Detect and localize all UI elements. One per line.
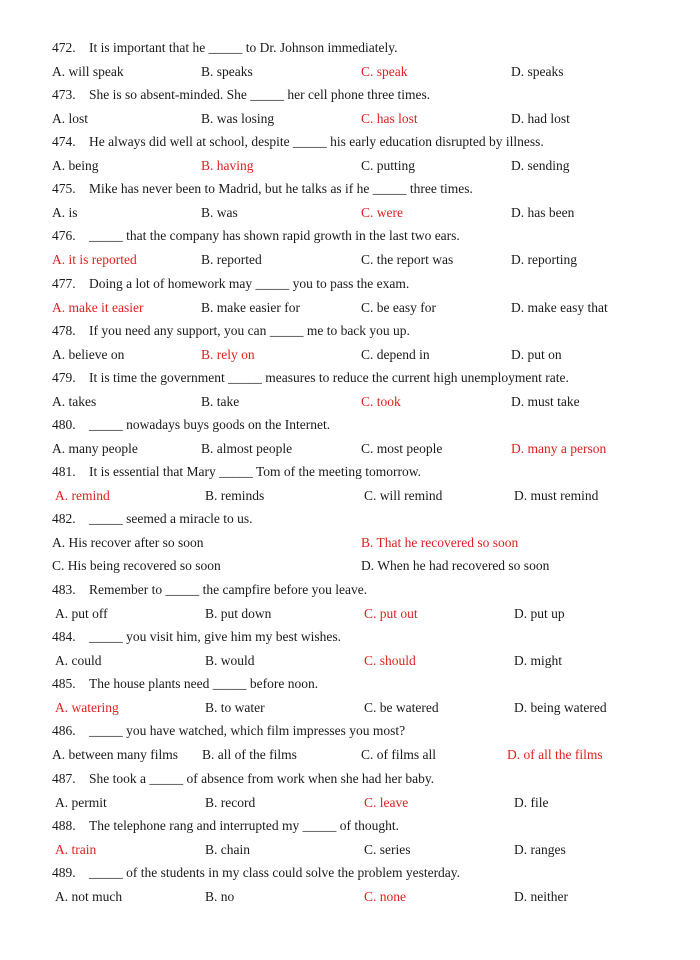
option-a: A. between many films xyxy=(52,747,178,762)
option-a: A. believe on xyxy=(52,347,125,362)
option-a: A. not much xyxy=(55,889,123,904)
question-stem xyxy=(52,322,672,340)
option-c: C. put out xyxy=(364,606,418,621)
option-d: D. must remind xyxy=(514,488,599,503)
option-c: C. series xyxy=(364,842,411,857)
option-d: D. of all the films xyxy=(507,747,603,762)
option-b: B. That he recovered so soon xyxy=(361,535,519,550)
question-stem xyxy=(52,227,672,245)
option-a: A. lost xyxy=(52,111,89,126)
question-text: It is essential that Mary _____ Tom of the meeting tomorrow. xyxy=(89,464,421,479)
question-number: 474. xyxy=(52,134,76,149)
question-stem xyxy=(52,39,672,57)
question-text: _____ you have watched, which film impresses you most? xyxy=(89,723,406,738)
option-c: C. His being recovered so soon xyxy=(52,558,221,573)
option-c: C. depend in xyxy=(361,347,430,362)
question-number: 478. xyxy=(52,323,76,338)
option-a: A. being xyxy=(52,158,99,173)
option-d: D. has been xyxy=(511,205,575,220)
question-text: Doing a lot of homework may _____ you to pass the exam. xyxy=(89,276,410,291)
option-b: B. reminds xyxy=(205,488,265,503)
question-number: 473. xyxy=(52,87,76,102)
question-stem xyxy=(52,628,672,646)
option-c: C. the report was xyxy=(361,252,454,267)
option-b: B. was losing xyxy=(201,111,275,126)
question-stem xyxy=(52,510,672,528)
option-a: A. watering xyxy=(55,700,119,715)
question-number: 477. xyxy=(52,276,76,291)
option-d: D. reporting xyxy=(511,252,577,267)
option-d: D. speaks xyxy=(511,64,564,79)
question-number: 481. xyxy=(52,464,76,479)
option-d: D. put on xyxy=(511,347,562,362)
option-c: C. speak xyxy=(361,64,408,79)
option-a: A. it is reported xyxy=(52,252,137,267)
option-d: D. put up xyxy=(514,606,565,621)
option-d: D. ranges xyxy=(514,842,566,857)
question-number: 489. xyxy=(52,865,76,880)
question-number: 486. xyxy=(52,723,76,738)
option-a: A. many people xyxy=(52,441,138,456)
option-c: C. were xyxy=(361,205,403,220)
option-c: C. has lost xyxy=(361,111,418,126)
option-c: C. be watered xyxy=(364,700,439,715)
option-c: C. of films all xyxy=(361,747,436,762)
option-d: D. might xyxy=(514,653,563,668)
question-stem xyxy=(52,369,672,387)
option-b: B. almost people xyxy=(201,441,293,456)
option-c: C. will remind xyxy=(364,488,443,503)
option-b: B. record xyxy=(205,795,256,810)
option-a: A. train xyxy=(55,842,97,857)
question-number: 476. xyxy=(52,228,76,243)
question-stem xyxy=(52,864,672,882)
question-number: 479. xyxy=(52,370,76,385)
option-b: B. reported xyxy=(201,252,262,267)
question-text: It is time the government _____ measures to reduce the current high unemployment rate. xyxy=(89,370,569,385)
question-stem xyxy=(52,581,672,599)
option-d: D. had lost xyxy=(511,111,570,126)
question-stem xyxy=(52,722,672,740)
option-b: B. make easier for xyxy=(201,300,300,315)
option-b: B. take xyxy=(201,394,240,409)
option-d: D. sending xyxy=(511,158,570,173)
question-text: The house plants need _____ before noon. xyxy=(89,676,319,691)
option-d: D. file xyxy=(514,795,549,810)
option-d: D. being watered xyxy=(514,700,607,715)
question-stem xyxy=(52,817,672,835)
option-a: A. is xyxy=(52,205,78,220)
question-text: _____ you visit him, give him my best wishes. xyxy=(89,629,341,644)
option-c: C. putting xyxy=(361,158,416,173)
question-text: Mike has never been to Madrid, but he talks as if he _____ three times. xyxy=(89,181,473,196)
question-text: It is important that he _____ to Dr. Johnson immediately. xyxy=(89,40,398,55)
option-b: B. was xyxy=(201,205,238,220)
option-a: A. remind xyxy=(55,488,110,503)
question-stem xyxy=(52,416,672,434)
option-b: B. rely on xyxy=(201,347,255,362)
option-a: A. could xyxy=(55,653,102,668)
question-number: 485. xyxy=(52,676,76,691)
question-text: _____ of the students in my class could solve the problem yesterday. xyxy=(89,865,461,880)
question-stem xyxy=(52,180,672,198)
question-stem xyxy=(52,770,672,788)
question-number: 488. xyxy=(52,818,76,833)
question-stem xyxy=(52,463,672,481)
question-number: 483. xyxy=(52,582,76,597)
option-c: C. most people xyxy=(361,441,443,456)
option-d: D. neither xyxy=(514,889,568,904)
question-number: 475. xyxy=(52,181,76,196)
option-c: C. should xyxy=(364,653,416,668)
question-text: She took a _____ of absence from work when she had her baby. xyxy=(89,771,435,786)
question-text: _____ seemed a miracle to us. xyxy=(89,511,253,526)
option-a: A. put off xyxy=(55,606,108,621)
option-c: C. be easy for xyxy=(361,300,436,315)
option-d: D. must take xyxy=(511,394,580,409)
option-b: B. chain xyxy=(205,842,250,857)
option-b: B. put down xyxy=(205,606,272,621)
question-text: The telephone rang and interrupted my _____ of thought. xyxy=(89,818,400,833)
question-text: If you need any support, you can _____ me to back you up. xyxy=(89,323,410,338)
question-text: She is so absent-minded. She _____ her cell phone three times. xyxy=(89,87,431,102)
question-number: 487. xyxy=(52,771,76,786)
option-b: B. having xyxy=(201,158,254,173)
option-c: C. took xyxy=(361,394,401,409)
option-c: C. none xyxy=(364,889,406,904)
option-d: D. many a person xyxy=(511,441,607,456)
option-a: A. His recover after so soon xyxy=(52,535,204,550)
question-text: _____ nowadays buys goods on the Internet. xyxy=(89,417,331,432)
question-text: _____ that the company has shown rapid growth in the last two ears. xyxy=(89,228,460,243)
option-c: C. leave xyxy=(364,795,409,810)
option-b: B. would xyxy=(205,653,255,668)
question-number: 480. xyxy=(52,417,76,432)
question-stem xyxy=(52,86,672,104)
question-stem xyxy=(52,133,672,151)
question-text: Remember to _____ the campfire before you leave. xyxy=(89,582,368,597)
option-d: D. make easy that xyxy=(511,300,608,315)
question-text: He always did well at school, despite _____ his early education disrupted by illness. xyxy=(89,134,544,149)
option-b: B. no xyxy=(205,889,235,904)
option-b: B. to water xyxy=(205,700,265,715)
option-b: B. speaks xyxy=(201,64,253,79)
option-a: A. permit xyxy=(55,795,107,810)
option-a: A. takes xyxy=(52,394,97,409)
question-number: 472. xyxy=(52,40,76,55)
option-a: A. make it easier xyxy=(52,300,144,315)
question-number: 484. xyxy=(52,629,76,644)
option-d: D. When he had recovered so soon xyxy=(361,558,550,573)
option-b: B. all of the films xyxy=(202,747,297,762)
option-a: A. will speak xyxy=(52,64,124,79)
question-stem xyxy=(52,675,672,693)
question-stem xyxy=(52,275,672,293)
question-number: 482. xyxy=(52,511,76,526)
